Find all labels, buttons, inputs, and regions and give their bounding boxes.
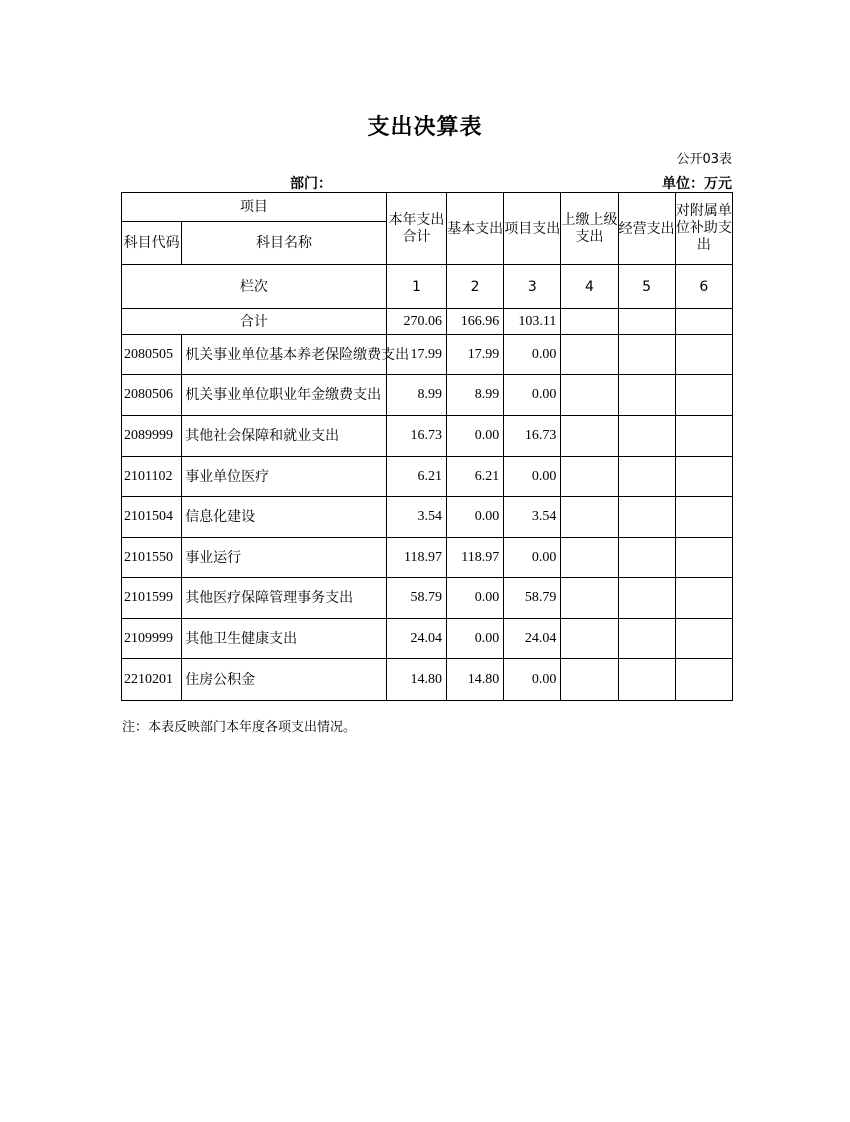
lanci-num: 4 — [561, 265, 618, 309]
header-name: 科目名称 — [182, 222, 387, 265]
cell-value — [561, 416, 618, 457]
cell-value: 58.79 — [386, 578, 446, 619]
total-value — [561, 309, 618, 335]
header-col-basic: 基本支出 — [447, 193, 504, 265]
subject-name: 其他卫生健康支出 — [182, 619, 387, 659]
cell-value — [675, 659, 732, 701]
lanci-label: 栏次 — [122, 265, 387, 309]
lanci-num: 5 — [618, 265, 675, 309]
cell-value — [675, 457, 732, 497]
cell-value — [618, 578, 675, 619]
subject-name: 机关事业单位职业年金缴费支出 — [182, 375, 387, 416]
cell-value: 17.99 — [447, 335, 504, 375]
cell-value — [675, 619, 732, 659]
cell-value: 8.99 — [447, 375, 504, 416]
total-value — [675, 309, 732, 335]
total-value — [618, 309, 675, 335]
cell-value — [561, 335, 618, 375]
cell-value: 0.00 — [504, 538, 561, 578]
subject-name: 事业运行 — [182, 538, 387, 578]
cell-value: 14.80 — [386, 659, 446, 701]
cell-value: 0.00 — [447, 578, 504, 619]
cell-value: 118.97 — [447, 538, 504, 578]
table-row — [122, 619, 733, 659]
header-col-upper: 上缴上级支出 — [561, 193, 618, 265]
expenditure-table — [121, 192, 733, 701]
cell-value — [561, 659, 618, 701]
table-row — [122, 578, 733, 619]
cell-value — [561, 457, 618, 497]
cell-value — [618, 416, 675, 457]
header-col-subsidy: 对附属单位补助支出 — [675, 193, 732, 265]
lanci-num: 6 — [675, 265, 732, 309]
header-code: 科目代码 — [122, 222, 182, 265]
footnote: 注：本表反映部门本年度各项支出情况。 — [122, 720, 357, 735]
cell-value — [675, 416, 732, 457]
cell-value — [561, 578, 618, 619]
department-label: 部门： — [290, 176, 332, 192]
cell-value: 3.54 — [386, 497, 446, 538]
cell-value: 6.21 — [447, 457, 504, 497]
subject-code: 2080505 — [122, 335, 182, 375]
total-value: 166.96 — [447, 309, 504, 335]
cell-value — [561, 375, 618, 416]
subject-code: 2101550 — [122, 538, 182, 578]
cell-value — [618, 335, 675, 375]
subject-name: 机关事业单位基本养老保险缴费支出 — [182, 335, 387, 375]
lanci-num: 3 — [504, 265, 561, 309]
cell-value — [618, 375, 675, 416]
table-row — [122, 659, 733, 701]
cell-value: 0.00 — [447, 416, 504, 457]
cell-value — [618, 457, 675, 497]
cell-value — [618, 497, 675, 538]
cell-value — [561, 538, 618, 578]
subject-name: 其他医疗保障管理事务支出 — [182, 578, 387, 619]
cell-value — [618, 538, 675, 578]
cell-value — [675, 375, 732, 416]
cell-value — [675, 538, 732, 578]
cell-value: 3.54 — [504, 497, 561, 538]
header-col-project: 项目支出 — [504, 193, 561, 265]
header-col-total: 本年支出合计 — [386, 193, 446, 265]
cell-value: 24.04 — [386, 619, 446, 659]
cell-value: 14.80 — [447, 659, 504, 701]
cell-value: 0.00 — [504, 335, 561, 375]
cell-value: 0.00 — [504, 659, 561, 701]
table-row — [122, 335, 733, 375]
cell-value — [618, 619, 675, 659]
cell-value: 17.99 — [386, 335, 446, 375]
table-row — [122, 416, 733, 457]
unit-label: 单位：万元 — [662, 176, 732, 192]
lanci-num: 2 — [447, 265, 504, 309]
table-row — [122, 497, 733, 538]
cell-value: 118.97 — [386, 538, 446, 578]
cell-value: 6.21 — [386, 457, 446, 497]
total-value: 270.06 — [386, 309, 446, 335]
cell-value: 0.00 — [504, 375, 561, 416]
subject-code: 2080506 — [122, 375, 182, 416]
subject-code: 2109999 — [122, 619, 182, 659]
subject-code: 2101599 — [122, 578, 182, 619]
subject-name: 其他社会保障和就业支出 — [182, 416, 387, 457]
table-row — [122, 538, 733, 578]
header-col-business: 经营支出 — [618, 193, 675, 265]
cell-value: 8.99 — [386, 375, 446, 416]
header-project: 项目 — [122, 193, 387, 222]
cell-value: 24.04 — [504, 619, 561, 659]
subject-name: 信息化建设 — [182, 497, 387, 538]
table-row — [122, 375, 733, 416]
subject-code: 2101102 — [122, 457, 182, 497]
form-number: 公开03表 — [676, 152, 732, 167]
page-title: 支出决算表 — [367, 115, 483, 140]
cell-value: 16.73 — [504, 416, 561, 457]
cell-value: 0.00 — [447, 619, 504, 659]
cell-value — [675, 335, 732, 375]
cell-value: 58.79 — [504, 578, 561, 619]
table-row — [122, 457, 733, 497]
total-value: 103.11 — [504, 309, 561, 335]
subject-code: 2210201 — [122, 659, 182, 701]
subject-code: 2089999 — [122, 416, 182, 457]
cell-value: 0.00 — [504, 457, 561, 497]
cell-value — [675, 497, 732, 538]
lanci-num: 1 — [386, 265, 446, 309]
cell-value — [561, 497, 618, 538]
cell-value — [561, 619, 618, 659]
cell-value: 16.73 — [386, 416, 446, 457]
subject-name: 事业单位医疗 — [182, 457, 387, 497]
cell-value — [675, 578, 732, 619]
subject-name: 住房公积金 — [182, 659, 387, 701]
total-label: 合计 — [122, 309, 387, 335]
cell-value — [618, 659, 675, 701]
subject-code: 2101504 — [122, 497, 182, 538]
cell-value: 0.00 — [447, 497, 504, 538]
